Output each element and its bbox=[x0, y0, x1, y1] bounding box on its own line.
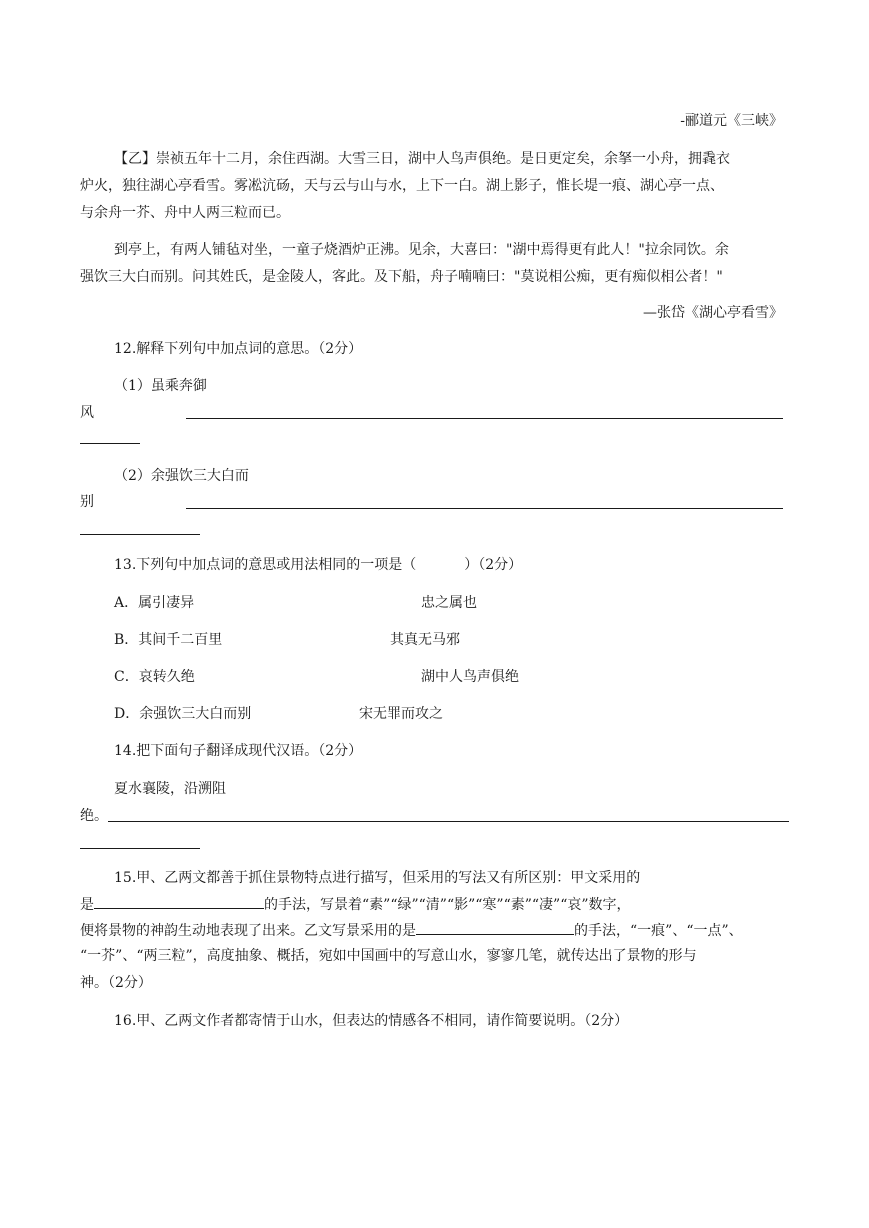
q15-blank-2[interactable] bbox=[416, 920, 574, 935]
source-lake-pavilion: —张岱《湖心亭看雪》 bbox=[643, 305, 783, 321]
source-three-gorges: -郦道元《三峡》 bbox=[680, 113, 783, 129]
q15-text: 的手法，“一痕”、“一点”、 bbox=[574, 923, 743, 939]
passage-b-line: 炉火，独往湖心亭看雪。雾凇沆砀，天与云与山与水，上下一白。湖上影子，惟长堤一痕、湖心亭一点、 bbox=[80, 178, 724, 194]
q13-stem-text: 13.下列句中加点词的意思或用法相同的一项是（ bbox=[114, 557, 417, 573]
q13-option-a-right: 忠之属也 bbox=[421, 595, 477, 611]
q12-item1-answer-line[interactable] bbox=[186, 418, 783, 419]
q12-item2-answer-line[interactable] bbox=[186, 508, 783, 509]
q12-stem: 12.解释下列句中加点词的意思。（2分） bbox=[114, 341, 363, 357]
q14-answer-line-cont[interactable] bbox=[80, 848, 200, 849]
q13-stem-points: ）（2分） bbox=[464, 557, 523, 573]
q12-item1-text-cont: 风 bbox=[80, 405, 94, 421]
q15-text: 便将景物的神韵生动地表现了出来。乙文写景采用的是 bbox=[80, 923, 416, 939]
q13-option-c-left: C．哀转久绝 bbox=[114, 669, 195, 685]
q13-option-b-left: B．其间千二百里 bbox=[114, 632, 223, 648]
q15-line: 15.甲、乙两文都善于抓住景物特点进行描写，但采用的写法又有所区别：甲文采用的 bbox=[114, 870, 641, 886]
q15-line: 神。（2分） bbox=[80, 975, 152, 991]
q13-stem bbox=[114, 555, 522, 575]
q15-text: 的手法，写景着“素”“绿”“清”“影”“寒”“素”“凄”“哀”数字， bbox=[264, 897, 631, 913]
q12-item2-text-cont: 别 bbox=[80, 494, 94, 510]
q13-option-a-left: A．属引凄异 bbox=[114, 595, 195, 611]
q15-text: 是 bbox=[80, 897, 94, 913]
q13-option-d-right: 宋无罪而攻之 bbox=[359, 706, 443, 722]
q13-option-d-left: D．余强饮三大白而别 bbox=[114, 706, 252, 722]
q15-line bbox=[80, 894, 631, 915]
q13-option-c-right: 湖中人鸟声俱绝 bbox=[421, 669, 519, 685]
q12-item2-text: （2）余强饮三大白而 bbox=[114, 468, 249, 484]
passage-b-line: 与余舟一芥、舟中人两三粒而已。 bbox=[80, 205, 290, 221]
q14-sentence: 夏水襄陵，沿溯阻 bbox=[114, 781, 226, 797]
q13-option-b-right: 其真无马邪 bbox=[390, 632, 460, 648]
passage-b-line: 【乙】崇祯五年十二月，余住西湖。大雪三日，湖中人鸟声俱绝。是日更定矣，余拏一小舟，拥毳衣 bbox=[114, 151, 730, 167]
q16-stem: 16.甲、乙两文作者都寄情于山水，但表达的情感各不相同，请作简要说明。（2分） bbox=[114, 1013, 629, 1029]
q12-item1-text: （1）虽乘奔御 bbox=[114, 378, 207, 394]
q15-blank-1[interactable] bbox=[94, 894, 264, 909]
passage-b-line: 到亭上，有两人铺毡对坐，一童子烧酒炉正沸。见余，大喜曰："湖中焉得更有此人！"拉余同饮。余 bbox=[114, 242, 729, 258]
q12-item1-answer-line-cont[interactable] bbox=[80, 443, 140, 444]
q15-line bbox=[80, 920, 743, 941]
q12-item2-answer-line-cont[interactable] bbox=[80, 534, 200, 535]
q15-line: “一芥”、“两三粒”，高度抽象、概括，宛如中国画中的写意山水，寥寥几笔，就传达出了景物的形与 bbox=[80, 948, 697, 964]
q14-answer-line[interactable] bbox=[108, 821, 789, 822]
q14-stem: 14.把下面句子翻译成现代汉语。（2分） bbox=[114, 743, 363, 759]
passage-b-line: 强饮三大白而别。问其姓氏，是金陵人，客此。及下船，舟子喃喃曰："莫说相公痴，更有痴似相公者！" bbox=[80, 269, 723, 285]
q14-sentence-cont: 绝。 bbox=[80, 808, 108, 824]
